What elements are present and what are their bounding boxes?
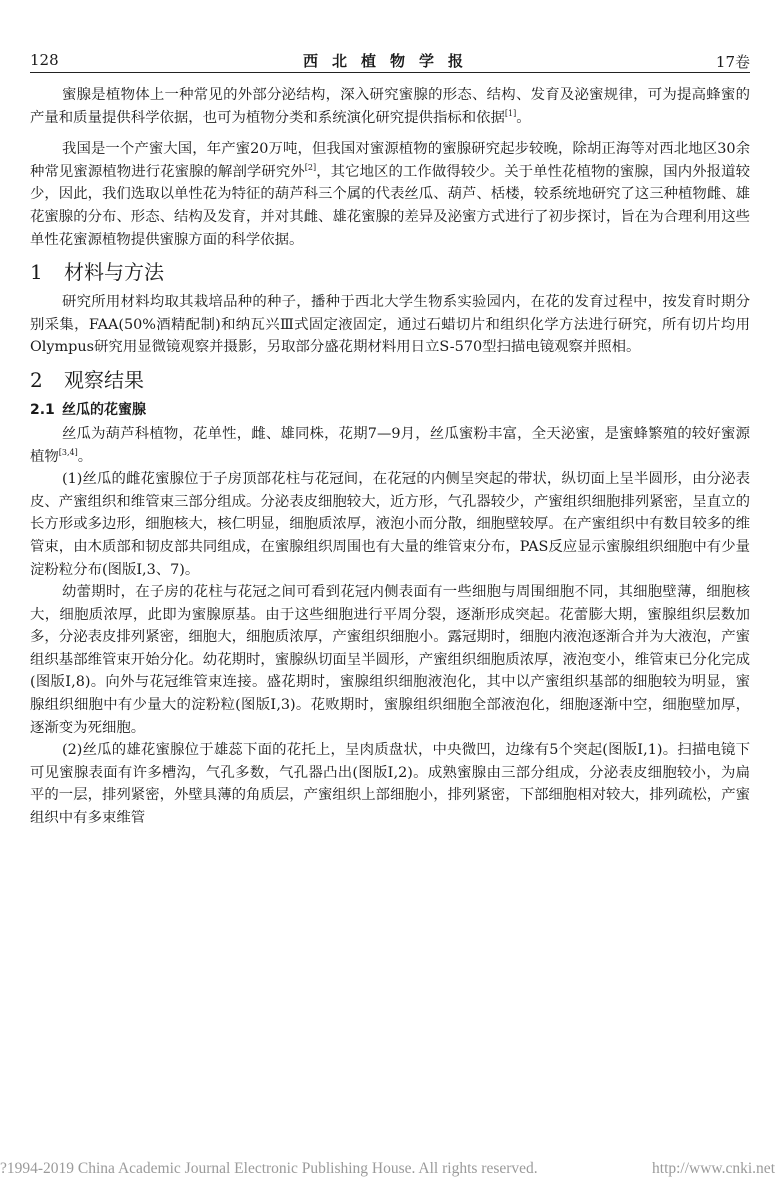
section-2-number: 2	[30, 367, 43, 392]
section-1-number: 1	[30, 260, 43, 285]
intro-paragraph-1	[30, 84, 750, 129]
volume-label: 17卷	[715, 53, 750, 71]
citation-1: [1]	[504, 108, 517, 118]
journal-title: 西北植物学报	[302, 52, 477, 70]
subsection-2-1-heading	[30, 399, 750, 421]
section-2-title: 观察结果	[64, 367, 144, 392]
results-paragraph-1	[30, 423, 750, 468]
copyright-footer	[0, 1160, 777, 1178]
results-paragraph-1-end: 。	[77, 448, 93, 465]
section-1-heading	[30, 259, 750, 285]
citation-3-4: [3,4]	[58, 447, 78, 457]
intro-paragraph-2	[30, 138, 750, 251]
article-body	[30, 84, 750, 830]
intro-paragraph-1-end: 。	[516, 109, 531, 126]
subsection-2-1-number: 2.1	[30, 401, 55, 418]
cnki-link[interactable]: http://www.cnki.net	[652, 1160, 775, 1177]
intro-paragraph-2-text: 我国是一个产蜜大国，年产蜜20万吨，但我国对蜜源植物的蜜腺研究起步较晚，除胡正海等对西北地区30余种常见蜜源植物进行花蜜腺的解剖学研究外	[30, 141, 750, 180]
intro-paragraph-1-text: 蜜腺是植物体上一种常见的外部分泌结构，深入研究蜜腺的形态、结构、发育及泌蜜规律，可为提高蜂蜜的产量和质量提供科学依据，也可为植物分类和系统演化研究提供指标和依据	[30, 87, 750, 126]
section-1-title: 材料与方法	[64, 260, 164, 285]
intro-paragraph-2-end: ，其它地区的工作做得较少。关于单性花植物的蜜腺，国内外报道较少，因此，我们选取以单性花为特征的葫芦科三个属的代表丝瓜、葫芦、栝楼，较系统地研究了这三种植物雌、雄花蜜腺的分布、形态、结构及发育，并对其雌、雄花蜜腺的差异及泌蜜方式进行了初步探讨，旨在为合理利用这些单性花蜜源植物提供蜜腺方面的科学依据。	[30, 163, 750, 248]
section-2-heading	[30, 367, 750, 393]
results-paragraph-1-text: 丝瓜为葫芦科植物，花单性，雌、雄同株，花期7—9月，丝瓜蜜粉丰富，全天泌蜜，是蜜蜂繁殖的较好蜜源植物	[30, 425, 750, 465]
subsection-2-1-title: 丝瓜的花蜜腺	[62, 401, 146, 418]
results-paragraph-3: 幼蕾期时，在子房的花柱与花冠之间可看到花冠内侧表面有一些细胞与周围细胞不同，其细胞壁薄，细胞核大，细胞质浓厚，此即为蜜腺原基。由于这些细胞进行平周分裂，逐渐形成突起。花蕾膨大期，蜜腺组织层数加多，分泌表皮排列紧密，细胞大，细胞质浓厚，产蜜组织细胞小。露冠期时，细胞内液泡逐渐合并为大液泡，产蜜组织基部维管束开始分化。幼花期时，蜜腺纵切面呈半圆形，产蜜组织细胞质浓厚，液泡变小，维管束已分化完成(图版Ⅰ,8)。向外与花冠维管束连接。盛花期时，蜜腺组织细胞液泡化，其中以产蜜组织基部的细胞较为明显，蜜腺组织细胞中有少量大的淀粉粒(图版Ⅰ,3)。花败期时，蜜腺组织细胞全部液泡化，细胞逐渐中空，细胞壁加厚，逐渐变为死细胞。	[30, 584, 750, 736]
results-paragraph-4: (2)丝瓜的雄花蜜腺位于雄蕊下面的花托上，呈肉质盘状，中央微凹，边缘有5个突起(图版Ⅰ,1)。扫描电镜下可见蜜腺表面有许多槽沟，气孔多数，气孔器凸出(图版Ⅰ,2)。成熟蜜腺由三部分组成，分泌表皮细胞较小，为扁平的一层，排列紧密，外壁具薄的角质层，产蜜组织上部细胞小，排列紧密，下部细胞相对较大，排列疏松，产蜜组织中有多束维管	[30, 742, 750, 827]
citation-2: [2]	[304, 162, 317, 172]
results-paragraph-2: (1)丝瓜的雌花蜜腺位于子房顶部花柱与花冠间，在花冠的内侧呈突起的带状，纵切面上呈半圆形，由分泌表皮、产蜜组织和维管束三部分组成。分泌表皮细胞较大，近方形，气孔器较少，产蜜组织细胞排列紧密，呈直立的长方形或多边形，细胞核大，核仁明显，细胞质浓厚，液泡小而分散，细胞壁较厚。在产蜜组织中有数目较多的维管束，由木质部和韧皮部共同组成，在蜜腺组织周围也有大量的维管束分布，PAS反应显示蜜腺组织细胞中有少量淀粉粒分布(图版Ⅰ,3、7)。	[30, 471, 750, 578]
methods-paragraph: 研究所用材料均取其栽培品种的种子，播种于西北大学生物系实验园内，在花的发育过程中，按发育时期分别采集，FAA(50%酒精配制)和纳瓦兴Ⅲ式固定液固定，通过石蜡切片和组织化学方法进行研究，所有切片均用Olympus研究用显微镜观察并摄影，另取部分盛花期材料用日立S-570型扫描电镜观察并照相。	[30, 294, 750, 356]
running-header	[30, 48, 750, 73]
copyright-text: ?1994-2019 China Academic Journal Electronic Publishing House. All rights reserved.	[0, 1160, 538, 1177]
page-number: 128	[30, 51, 59, 69]
